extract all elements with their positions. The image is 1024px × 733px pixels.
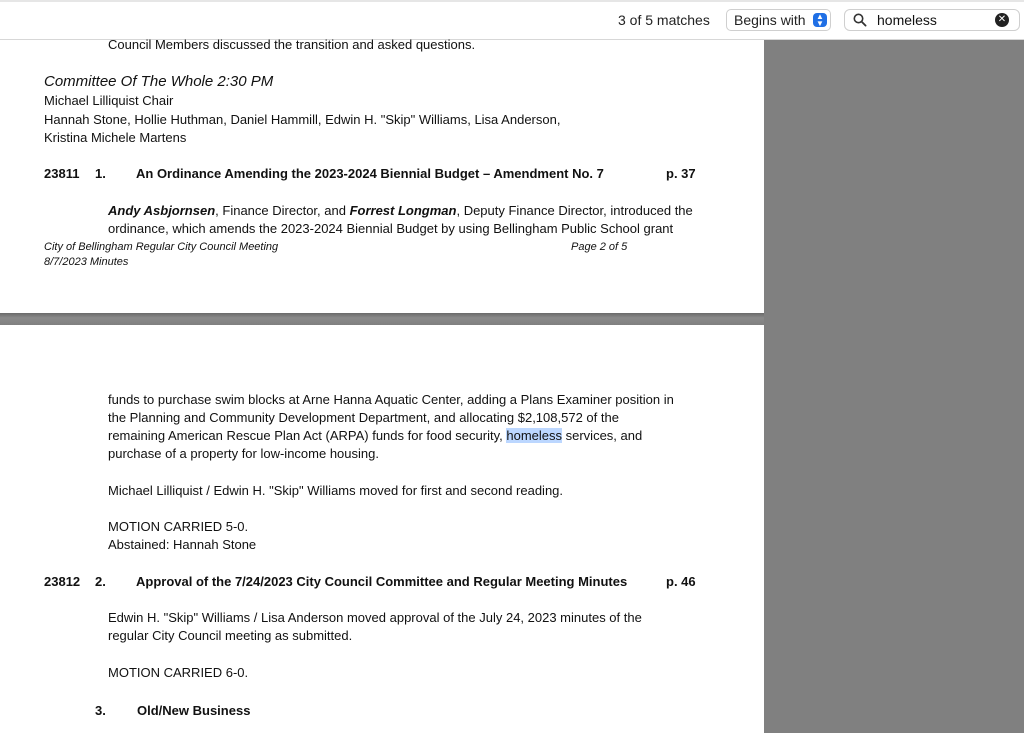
agenda-item-title: Approval of the 7/24/2023 City Council Committee and Regular Meeting Minutes <box>136 574 628 589</box>
agenda-item-title: An Ordinance Amending the 2023-2024 Biennial Budget – Amendment No. 7 <box>136 166 604 181</box>
match-mode-select[interactable] <box>726 9 831 31</box>
committee-heading: Committee Of The Whole 2:30 PM <box>44 73 274 90</box>
agenda-item-page-ref: p. 46 <box>666 574 696 589</box>
footer-page-number: Page 2 of 5 <box>571 241 628 253</box>
agenda-item-title: Old/New Business <box>137 703 251 718</box>
agenda-item-index: 2. <box>95 574 106 589</box>
intro-text: , Deputy Finance Director, introduced the <box>456 203 693 218</box>
motion-result: MOTION CARRIED 6-0. <box>108 665 249 680</box>
intro-line1 <box>108 202 693 220</box>
search-match-highlight: homeless <box>506 428 563 443</box>
agenda-item-index: 3. <box>95 703 106 718</box>
committee-members-line1: Hannah Stone, Hollie Huthman, Daniel Hammill, Edwin H. "Skip" Williams, Lisa Anderson, <box>44 112 561 127</box>
body-text: remaining American Rescue Plan Act (ARPA) funds for food security, <box>108 428 507 443</box>
document-page-2 <box>0 37 764 313</box>
search-icon <box>853 13 867 27</box>
search-field[interactable] <box>844 9 1020 31</box>
committee-members-line2: Kristina Michele Martens <box>44 130 187 145</box>
footer-city: City of Bellingham Regular City Council Meeting <box>44 241 279 253</box>
abstained-line: Abstained: Hannah Stone <box>108 537 257 552</box>
intro-line2: ordinance, which amends the 2023-2024 Biennial Budget by using Bellingham Public School grant <box>108 221 674 236</box>
agenda-item-index: 1. <box>95 166 106 181</box>
motion-result: MOTION CARRIED 5-0. <box>108 519 249 534</box>
match-count: 3 of 5 matches <box>618 12 710 28</box>
approval-line1: Edwin H. "Skip" Williams / Lisa Anderson moved approval of the July 24, 2023 minutes of the <box>108 610 642 625</box>
body-line: funds to purchase swim blocks at Arne Hanna Aquatic Center, adding a Plans Examiner position in <box>108 392 674 407</box>
body-text: services, and <box>562 428 643 443</box>
agenda-item-number: 23811 <box>44 166 80 181</box>
clear-search-icon[interactable]: ✕ <box>995 13 1009 27</box>
council-discussion-text: Council Members discussed the transition and asked questions. <box>108 37 476 52</box>
agenda-item-number: 23812 <box>44 574 81 589</box>
body-line: purchase of a property for low-income housing. <box>108 446 379 461</box>
approval-line2: regular City Council meeting as submitted. <box>108 628 353 643</box>
updown-chevron-icon: ▲ ▼ <box>813 13 827 27</box>
moved-line: Michael Lilliquist / Edwin H. "Skip" Williams moved for first and second reading. <box>108 483 564 498</box>
presenter-name: Forrest Longman <box>349 203 457 218</box>
document-page-3 <box>0 325 764 733</box>
committee-chair: Michael Lilliquist Chair <box>44 93 174 108</box>
page-gap <box>0 313 764 325</box>
find-bar <box>0 0 1024 40</box>
intro-text: , Finance Director, and <box>215 203 350 218</box>
body-line: the Planning and Community Development Department, and allocating $2,108,572 of the <box>108 410 619 425</box>
match-mode-label: Begins with <box>734 12 806 28</box>
body-line-with-match <box>108 427 642 445</box>
search-input[interactable]: homeless <box>877 12 937 28</box>
presenter-name: Andy Asbjornsen <box>108 203 216 218</box>
toolbar-divider <box>0 0 1024 2</box>
footer-minutes-date: 8/7/2023 Minutes <box>44 256 129 268</box>
agenda-item-page-ref: p. 37 <box>666 166 696 181</box>
